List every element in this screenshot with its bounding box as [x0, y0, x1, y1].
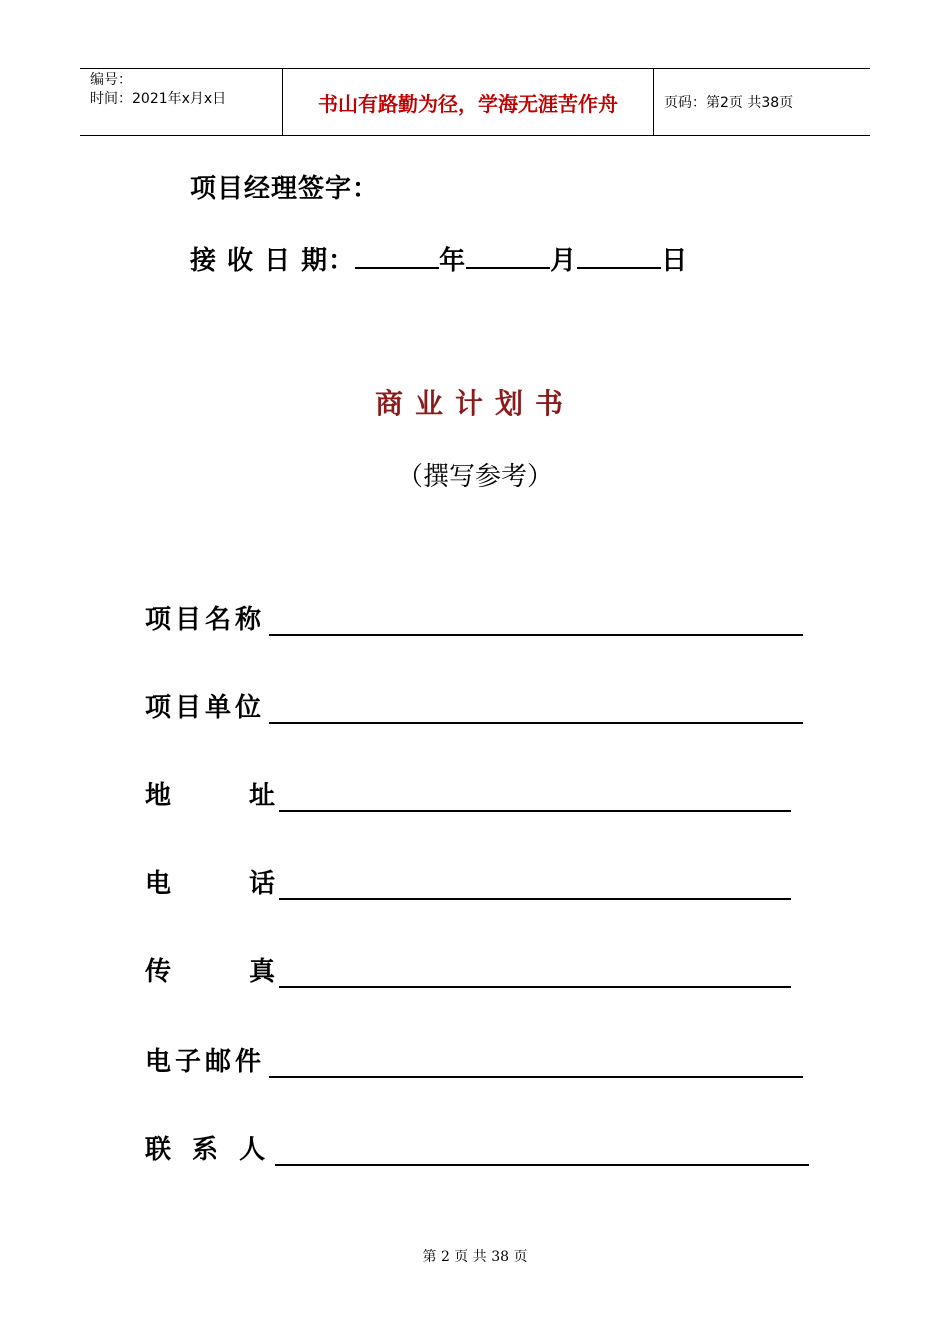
project-unit-label: 项目单位	[145, 693, 266, 723]
page-header	[80, 68, 870, 136]
email-line[interactable]	[269, 1046, 803, 1078]
fax-label-b: 真	[248, 957, 275, 987]
fax-label-a: 传	[145, 957, 172, 987]
document-subtitle: （撰写参考）	[396, 462, 553, 492]
phone-label-b: 话	[248, 869, 275, 899]
receive-date-label: 接 收 日 期：	[190, 246, 356, 276]
day-blank[interactable]	[577, 241, 661, 269]
phone-label-a: 电	[145, 869, 172, 899]
address-line[interactable]	[279, 780, 791, 812]
contact-line[interactable]	[275, 1134, 809, 1166]
field-address	[145, 772, 791, 812]
year-label: 年	[439, 246, 467, 276]
fax-line[interactable]	[279, 956, 791, 988]
field-fax	[145, 948, 791, 988]
serial-label: 编号：	[90, 72, 132, 88]
day-label: 日	[661, 246, 689, 276]
field-phone	[145, 860, 791, 900]
field-project-unit	[145, 684, 803, 724]
manager-signature-label: 项目经理签字：	[190, 174, 380, 204]
project-unit-line[interactable]	[269, 692, 803, 724]
address-label-a: 地	[145, 781, 172, 811]
date-line: 时间：2021年x月x日	[90, 91, 227, 107]
phone-label	[145, 863, 275, 900]
header-motto: 书山有路勤为径，学海无涯苦作舟	[282, 69, 654, 135]
month-blank[interactable]	[466, 241, 550, 269]
contact-label: 联 系 人	[145, 1135, 272, 1165]
document-title: 商业计划书	[374, 387, 575, 420]
field-contact	[145, 1126, 809, 1166]
receive-date-row	[190, 240, 688, 277]
field-project-name	[145, 596, 803, 636]
page-footer: 第 2 页 共 38 页	[422, 1249, 528, 1265]
phone-line[interactable]	[279, 868, 791, 900]
address-label	[145, 775, 275, 812]
project-name-line[interactable]	[269, 604, 803, 636]
email-label: 电子邮件	[145, 1047, 266, 1077]
month-label: 月	[550, 246, 578, 276]
project-name-label: 项目名称	[145, 605, 266, 635]
field-email	[145, 1038, 803, 1078]
year-blank[interactable]	[355, 241, 439, 269]
header-page-info: 页码：第2页 共38页	[664, 95, 794, 111]
fax-label	[145, 951, 275, 988]
address-label-b: 址	[248, 781, 275, 811]
header-meta	[80, 69, 282, 135]
